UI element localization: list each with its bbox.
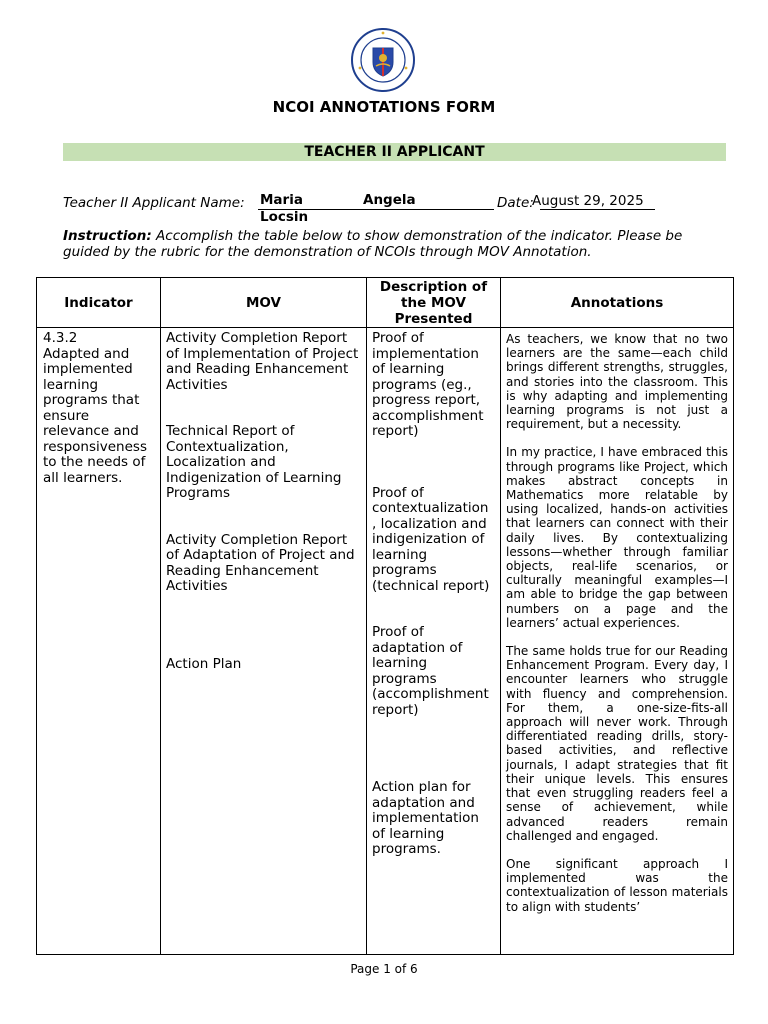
date-label: Date: xyxy=(497,195,534,211)
indicator-text: Adapted and implemented learning programs that ensure relevance and responsiveness to the needs of all learners. xyxy=(43,345,147,486)
description-item: Proof of contextualization , localization and indigenization of learning programs (technical report) xyxy=(372,484,490,594)
applicant-name-label: Teacher II Applicant Name: xyxy=(63,195,245,211)
date-underline xyxy=(540,209,655,210)
description-cell xyxy=(367,328,501,955)
mov-item: Activity Completion Report of Implementation of Project and Reading Enhancement Activities xyxy=(166,330,359,393)
description-item: Proof of implementation of learning programs (eg., progress report, accomplishment report) xyxy=(372,330,484,439)
deped-seal-logo xyxy=(346,28,420,92)
table-header-row xyxy=(37,278,734,328)
annotation-paragraph: As teachers, we know that no two learners are the same—each child brings different strengths, struggles, and stories into the classroom. This is why adapting and implementing learning programs is not just a requirement, but a necessity. xyxy=(506,332,728,432)
instruction-body: Accomplish the table below to show demonstration of the indicator. Please be guided by the rubric for the demonstration of NCOIs through MOV Annotation. xyxy=(63,228,683,260)
description-item: Proof of adaptation of learning programs (accomplishment report) xyxy=(372,624,489,718)
instruction-label: Instruction: xyxy=(63,228,152,244)
mov-item: Activity Completion Report of Adaptation of Project and Reading Enhancement Activities xyxy=(166,531,355,594)
applicant-last-name: Locsin xyxy=(260,209,309,225)
table-row xyxy=(37,328,734,955)
indicator-cell xyxy=(37,328,161,955)
annotations-table xyxy=(36,277,734,955)
date-value: August 29, 2025 xyxy=(532,193,644,209)
annotation-paragraph: The same holds true for our Reading Enhancement Program. Every day, I encounter learners who struggle with fluency and comprehension. For them, a one-size-fits-all approach will never work. Through differentiated reading drills, story-based activities, and reflective journals, I adapt strategies that fit their unique levels. This ensures that even struggling readers feel a sense of achievement, while advanced readers remain challenged and engaged. xyxy=(506,644,728,843)
mov-item: Action Plan xyxy=(166,655,242,672)
header-mov: MOV xyxy=(161,278,367,328)
annotation-paragraph: One significant approach I implemented was the contextualization of lesson materials to align with students’ xyxy=(506,856,728,914)
annotation-paragraph: In my practice, I have embraced this through programs like Project, which makes abstract concepts in Mathematics more relatable by using localized, hands-on activities that learners can connect with their daily lives. By contextualizing lessons—whether through familiar objects, real-life scenarios, or culturally meaningful examples—I am able to bridge the gap between numbers on a page and the learners’ actual experiences. xyxy=(506,445,728,630)
applicant-first-name: Maria xyxy=(260,192,303,208)
form-title: NCOI ANNOTATIONS FORM xyxy=(272,98,496,116)
annotations-cell xyxy=(501,328,734,955)
mov-item: Technical Report of Contextualization, Localization and Indigenization of Learning Programs xyxy=(166,423,342,501)
header-indicator: Indicator xyxy=(37,278,161,328)
applicant-banner: TEACHER II APPLICANT xyxy=(63,143,726,161)
header-description: Description of the MOV Presented xyxy=(367,278,501,328)
indicator-code: 4.3.2 xyxy=(43,330,78,346)
header-annotations: Annotations xyxy=(501,278,734,328)
page-number: Page 1 of 6 xyxy=(350,962,418,976)
applicant-middle-name: Angela xyxy=(363,192,416,208)
mov-cell xyxy=(161,328,367,955)
description-item: Action plan for adaptation and implementation of learning programs. xyxy=(372,779,479,857)
instruction-text xyxy=(63,228,726,260)
